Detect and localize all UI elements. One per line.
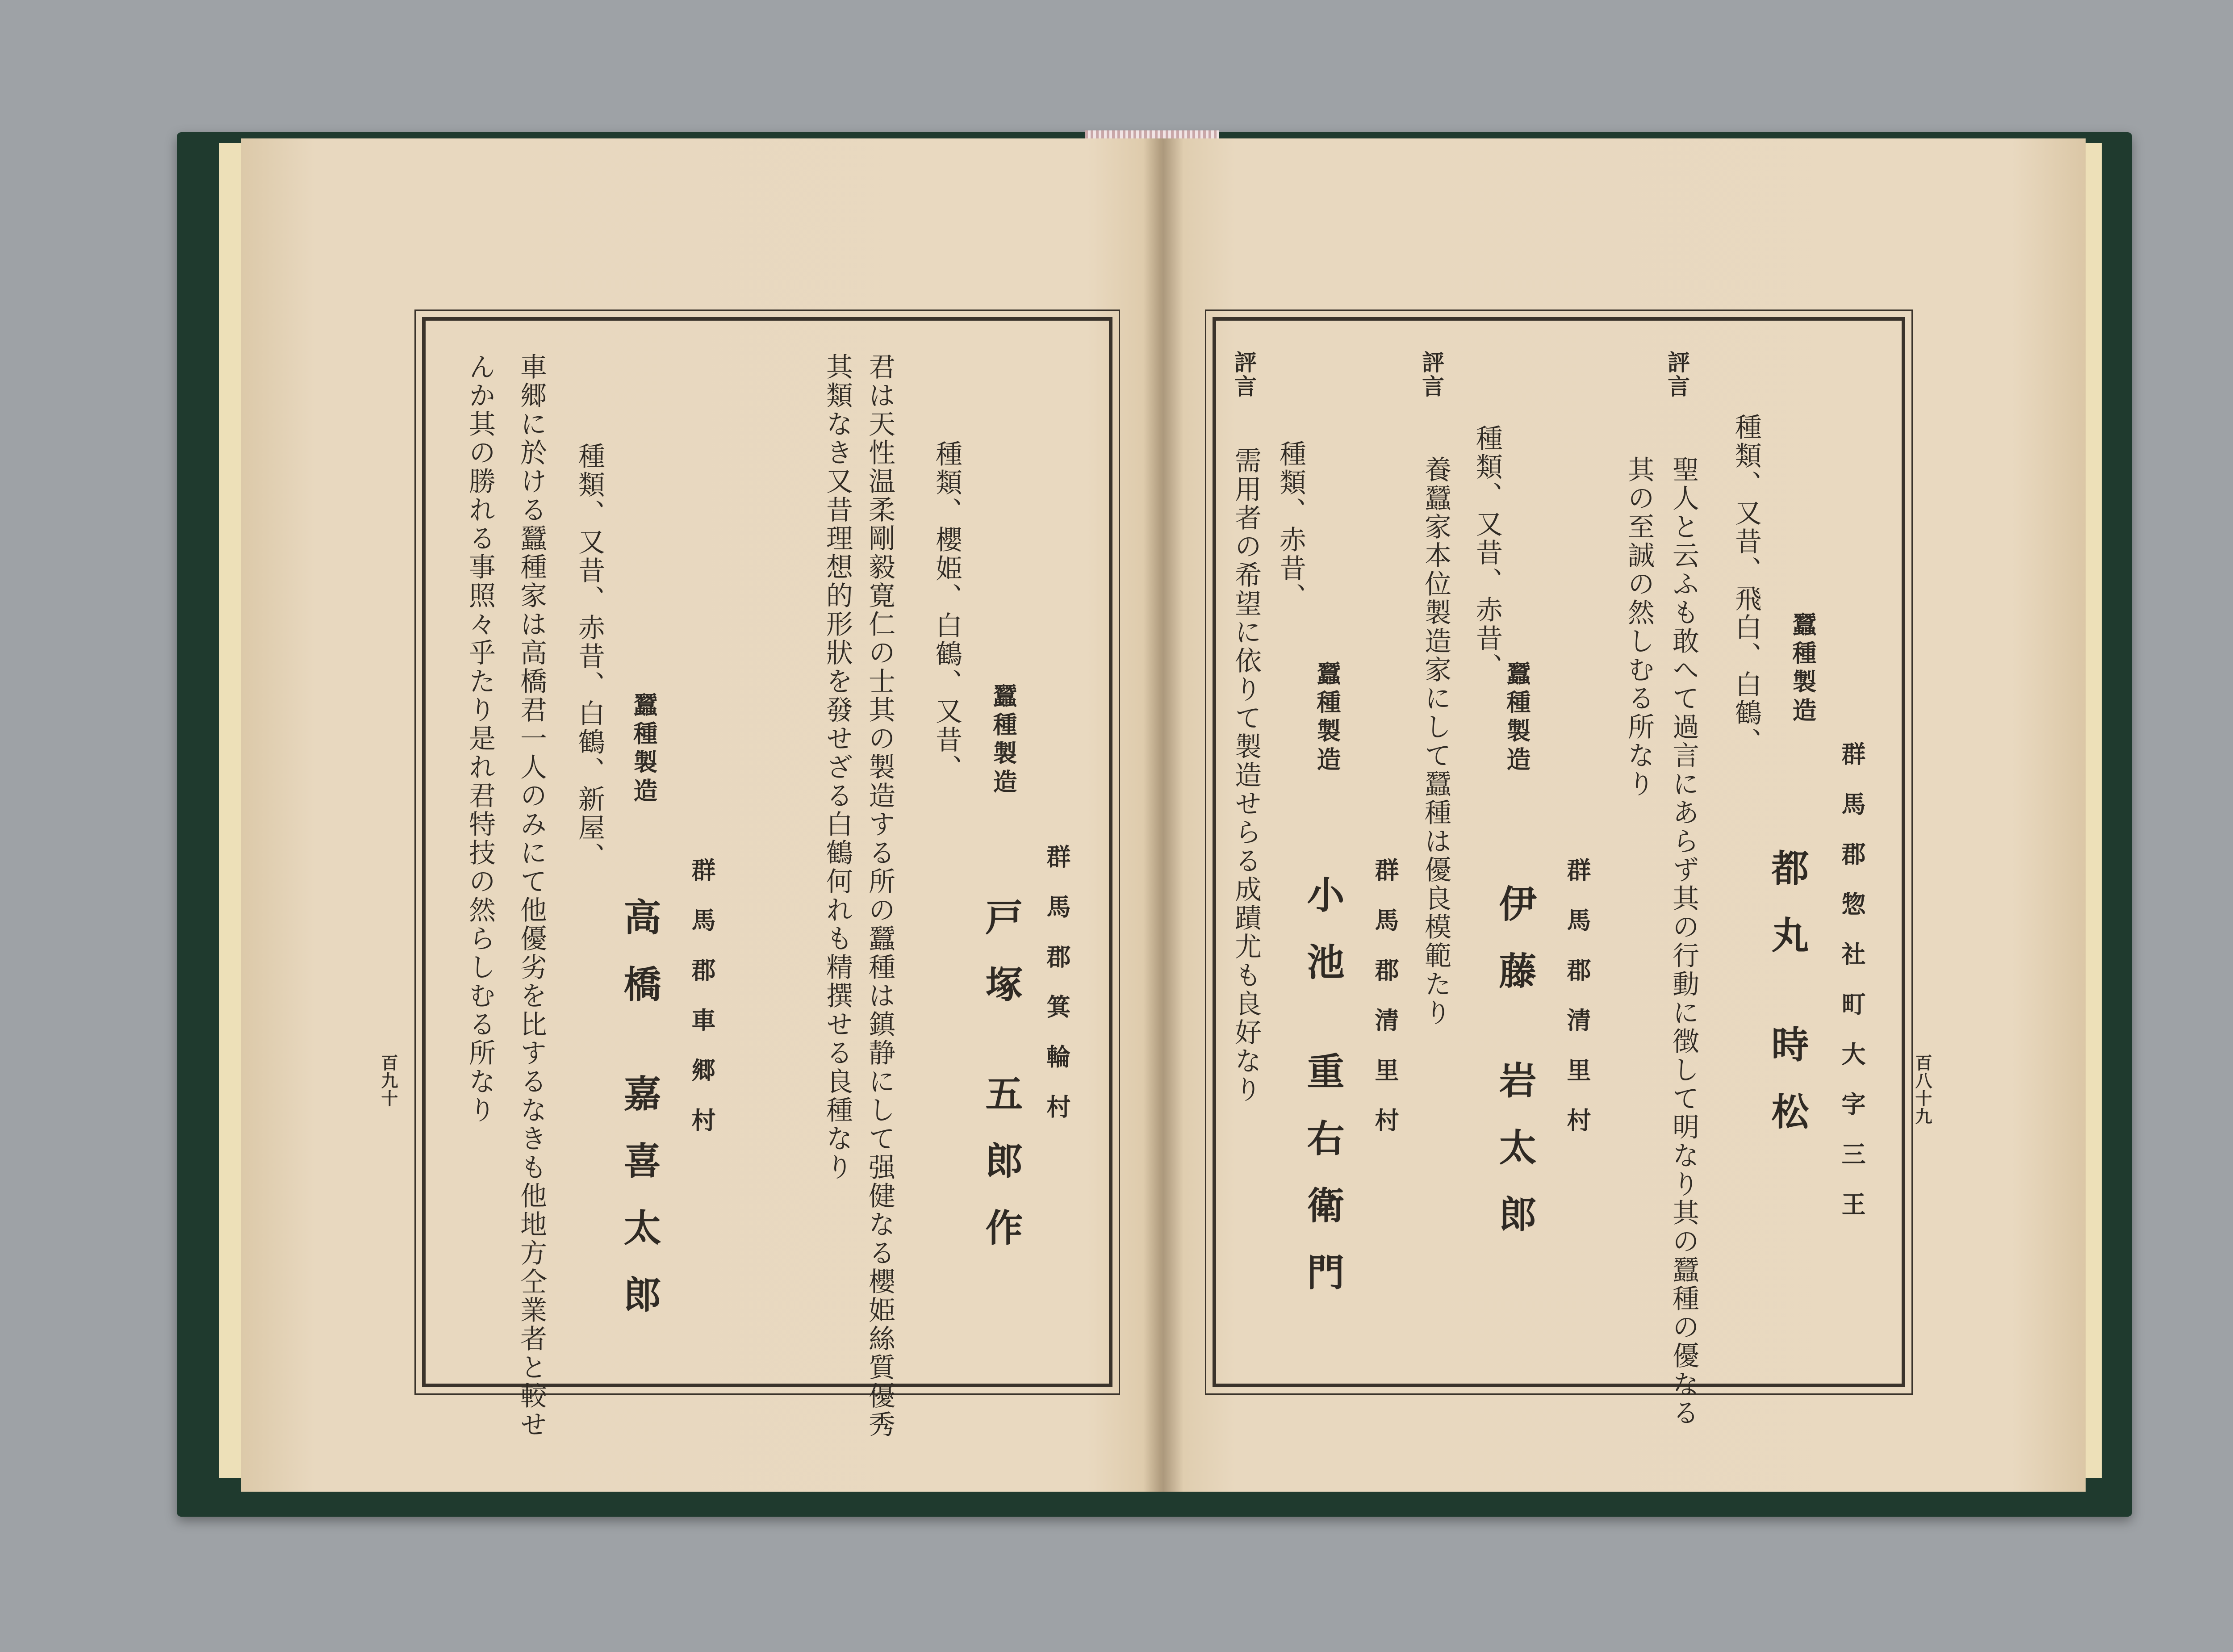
entry1-comment-line1: 聖人と云ふも敢へて過言にあらず其の行動に徴して明なり其の蠶種の優なる [1668, 456, 1699, 1427]
entry1-product: 蠶種製造 [1789, 612, 1817, 726]
entry4-address: 群馬郡箕輪村 [1043, 844, 1071, 1144]
entry2-varieties: 種類、又昔、赤昔、 [1472, 424, 1503, 682]
entry5-comment-line1: 車郷に於ける蠶種家は高橋君一人のみにて他優劣を比するなきも他地方仝業者と較せ [516, 353, 547, 1439]
entry3-comment-label: 評言 [1231, 351, 1257, 399]
entry1-comment-label: 評言 [1664, 351, 1690, 399]
entry4-varieties: 種類、櫻姫、白鶴、又昔、 [931, 440, 962, 783]
entry4-product: 蠶種製造 [989, 683, 1018, 798]
entry1-comment-line2: 其の至誠の然しむる所なり [1623, 456, 1655, 799]
entry3-varieties: 種類、赤昔、 [1275, 440, 1306, 611]
entry2-comment-label: 評言 [1418, 351, 1445, 399]
entry4-comment-line1: 君は天性温柔剛毅寛仁の士其の製造する所の蠶種は鎮静にして强健なる櫻姫絲質優秀 [864, 353, 895, 1439]
entry2-comment-line1: 養蠶家本位製造家にして蠶種は優良模範たり [1420, 456, 1451, 1027]
entry2-address: 群馬郡清里村 [1563, 857, 1592, 1158]
page-number-190: 百九十 [378, 1054, 398, 1108]
entry4-name: 戸塚 五郎作 [979, 898, 1024, 1276]
entry1-address: 群馬郡惣社町大字三王 [1838, 741, 1866, 1242]
entry3-name: 小池 重右衛門 [1301, 875, 1345, 1320]
entry3-product: 蠶種製造 [1313, 661, 1342, 775]
entry2-name: 伊藤 岩太郎 [1493, 884, 1537, 1262]
page-number-189: 百八十九 [1912, 1054, 1932, 1125]
entry5-product: 蠶種製造 [630, 692, 658, 807]
entry3-comment-line1: 需用者の希望に依りて製造せらる成蹟尤も良好なり [1230, 447, 1262, 1104]
entry1-name: 都丸 時松 [1765, 849, 1810, 1159]
entry5-varieties: 種類、又昔、赤昔、白鶴、新屋、 [574, 442, 605, 871]
gutter-shadow [1143, 138, 1183, 1492]
entry1-varieties: 種類、又昔、飛白、白鶴、 [1731, 413, 1762, 756]
entry5-address: 群馬郡車郷村 [688, 857, 716, 1158]
entry4-comment-line2: 其類なき又昔理想的形狀を發せざる白鶴何れも精撰せる良種なり [822, 353, 853, 1182]
entry3-address: 群馬郡清里村 [1371, 857, 1400, 1158]
entry2-product: 蠶種製造 [1503, 661, 1531, 775]
entry5-name: 高橋 嘉喜太郎 [618, 898, 662, 1343]
entry5-comment-line2: んか其の勝れる事照々乎たり是れ君特技の然らしむる所なり [464, 353, 496, 1125]
